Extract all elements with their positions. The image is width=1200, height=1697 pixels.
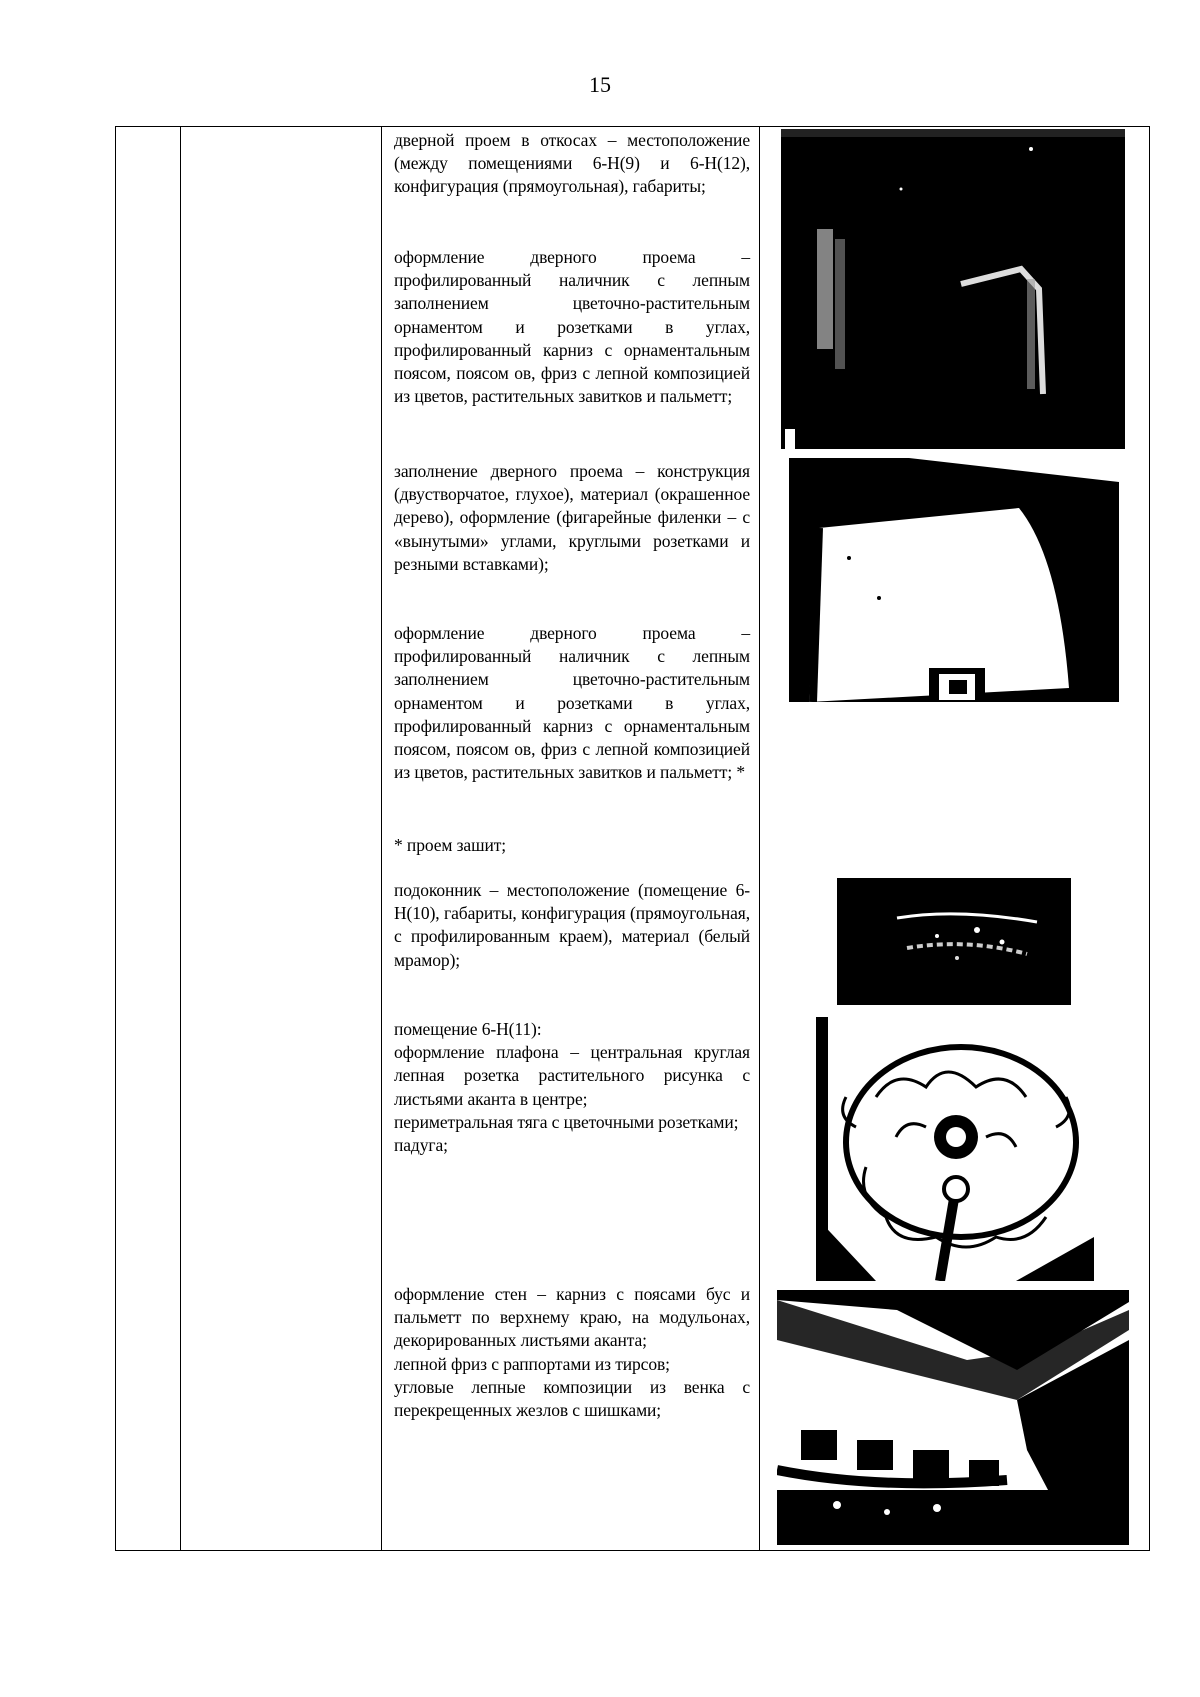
cornice-photo: [777, 1290, 1129, 1545]
door-panel-photo: [789, 458, 1119, 702]
paragraph-door-opening: дверной проем в откосах – местоположение (между помещениями 6-Н(9) и 6-Н(12), конфигурация (прямоугольная), габариты;: [394, 130, 750, 197]
column-divider-3: [759, 126, 760, 1551]
page-number: 15: [589, 72, 611, 97]
wall-cornice-text: оформление стен – карниз с поясами бус и пальметт по верхнему краю, на модульонах, декорированных листьями аканта;: [394, 1284, 750, 1351]
paragraph-room-11: [394, 1018, 750, 1157]
frieze-text: лепной фриз с раппортами из тирсов;: [394, 1353, 670, 1374]
paragraph-wall-decoration: [394, 1283, 750, 1422]
paragraph-door-filling: заполнение дверного проема – конструкция (двустворчатое, глухое), материал (окрашенное дерево), оформление (фигарейные филенки – с «вынутыми» углами, круглыми розетками и резными вставками);: [394, 461, 750, 574]
paragraph-windowsill: подоконник – местоположение (помещение 6-Н(10), габариты, конфигурация (прямоугольная, с профилированным краем), материал (белый мрамор);: [394, 880, 750, 970]
paragraph-door-decoration-2: оформление дверного проема – профилированный наличник с лепным заполнением цветочно-растительным орнаментом и розетками в углах, профилированный карниз с орнаментальным поясом, поясом ов, фриз с лепной композицией из цветов, растительных завитков и пальметт; *: [394, 623, 750, 783]
column-divider-1: [180, 126, 181, 1551]
perimeter-molding-text: периметральная тяга с цветочными розетками;: [394, 1111, 739, 1132]
column-divider-2: [381, 126, 382, 1551]
ceiling-rosette-photo: [816, 1017, 1094, 1281]
windowsill-photo: [837, 878, 1071, 1005]
paragraph-opening-closed-note: * проем зашит;: [394, 835, 507, 855]
room-11-heading: помещение 6-Н(11):: [394, 1019, 542, 1039]
cove-text: падуга;: [394, 1135, 448, 1156]
paragraph-door-decoration: оформление дверного проема – профилированный наличник с лепным заполнением цветочно-растительным орнаментом и розетками в углах, профилированный карниз с орнаментальным поясом, поясом ов, фриз с лепной композицией из цветов, растительных завитков и пальметт;: [394, 247, 750, 407]
corner-composition-text: угловые лепные композиции из венка с перекрещенных жезлов с шишками;: [394, 1376, 750, 1421]
door-casing-photo: [781, 129, 1125, 449]
ceiling-decoration-text: оформление плафона – центральная круглая лепная розетка растительного рисунка с листьями аканта в центре;: [394, 1042, 750, 1109]
